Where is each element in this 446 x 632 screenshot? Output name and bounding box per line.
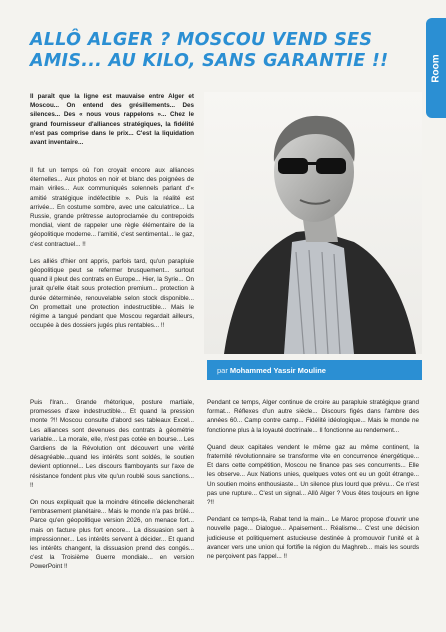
article-title: ALLÔ ALGER ? MOSCOU VEND SES AMIS... AU KILO, SANS GARANTIE !!: [30, 30, 389, 71]
paragraph: Pendant ce temps, Alger continue de croire au parapluie stratégique grand format... Réflexes d'un autre siècle... Discours figés dans l'ambre des années 60... Camp contre camp... Fidélité idéologique... Mais le monde ne fonctionne plus à la loyauté doctrinale... Il fonctionne au rendement...: [207, 399, 419, 434]
author-photo: [204, 92, 422, 354]
article-lead-block: [30, 92, 194, 155]
left-column-lower: [30, 398, 194, 580]
author-byline: [207, 360, 422, 380]
article-lead: Il paraît que la ligne est mauvaise entre Alger et Moscou... On entend des grésillements... Des silences... Des « nous vous rappelons »... Chez le grand fournisseur d'alliances stratégiques, la fidélité n'est pas comprise dans le prix... C'est la liquidation avant inventaire...: [30, 93, 194, 147]
author-portrait-image: [204, 92, 422, 354]
byline-author: Mohammed Yassir Mouline: [229, 365, 326, 375]
paragraph: Pendant ce temps-là, Rabat tend la main... Le Maroc propose d'ouvrir une nouvelle page... Dialogue... Apaisement... Réalisme... C'est une décision judicieuse et politiquement astucieuse destinée à promouvoir l'unité et à avancer vers une union qui fortifie la région du Maghreb... mais les sourds ne perçoivent pas l'appel... !!: [207, 516, 419, 561]
paragraph: Quand deux capitales vendent le même gaz au même continent, la fraternité révolutionnaire se transforme vite en concurrence énergétique... Et dans cette compétition, Moscou ne finance pas ses concurrents... Elle les observe... Aux Nations unies, quelques votes ont eu un goût étrange... Un soutien moins enthousiaste... Un silence plus lourd que prévu... Ce n'est pas une rupture... C'est un signal... Allô Alger ? Vous êtes toujours en ligne ?!!: [207, 443, 419, 507]
section-tab-label: Room: [430, 53, 442, 83]
paragraph: Les alliés d'hier ont appris, parfois tard, qu'un parapluie géopolitique peut se refermer brusquement... surtout quand il pleut des contrats en Europe... Hier, la Syrie... On jurait qu'elle était sous protection premium... protection à durée déterminée, renouvelable selon stock disponible... On promettait une protection indestructible... Mais le régime a tangué pendant que Moscou regardait ailleurs, occupée à des dossiers jugés plus rentables... !!: [30, 257, 194, 330]
paragraph: Puis l'Iran... Grande rhétorique, posture martiale, promesses d'axe indestructible... Et quand la pression monte ?!! Moscou consulte d'abord ses tableaux Excel... Les alliances sont devenues des contrats à géométrie variable... La morale, elle, n'est pas cotée en bourse... Les Gardiens de la Révolution ont découvert une vérité désagréable...quand les intérêts sont soldés, le soutien devient optionnel... Les discours flamboyants sur l'axe de résistance fondent plus vite qu'un roublé sous sanctions... !!: [30, 399, 194, 489]
paragraph: On nous expliquait que la moindre étincelle déclencherait l'embrasement planétaire... Mais le monde n'a pas brûlé... Parce qu'en géopolitique version 2026, on menace fort... mais on facture plus fort encore... La dissuasion sert à impressionner... Les intérêts servent à décider... Et quand les intérêts changent, la dissuasion prend des congés... c'est la Troisième Guerre mondiale... en version PowerPoint !!: [30, 499, 194, 571]
byline-prefix: par: [217, 365, 228, 375]
paragraph: Il fut un temps où l'on croyait encore aux alliances éternelles... Aux photos en noir et blanc des poignées de main viriles... Aux communiqués solennels parlant d'« amitié stratégique indéfectible ». Puis la réalité est arrivée... En costume sombre, avec une calculatrice... La Russie, grande prêtresse autoproclamée du contrepoids mondial, vient de rappeler une règle élémentaire de la géopolitique moderne... l'amitié, c'est sentimental... le gaz, c'est contractuel... !!: [30, 167, 194, 248]
right-column: [207, 398, 419, 569]
section-tab: [426, 18, 446, 118]
left-column-upper: [30, 166, 194, 338]
